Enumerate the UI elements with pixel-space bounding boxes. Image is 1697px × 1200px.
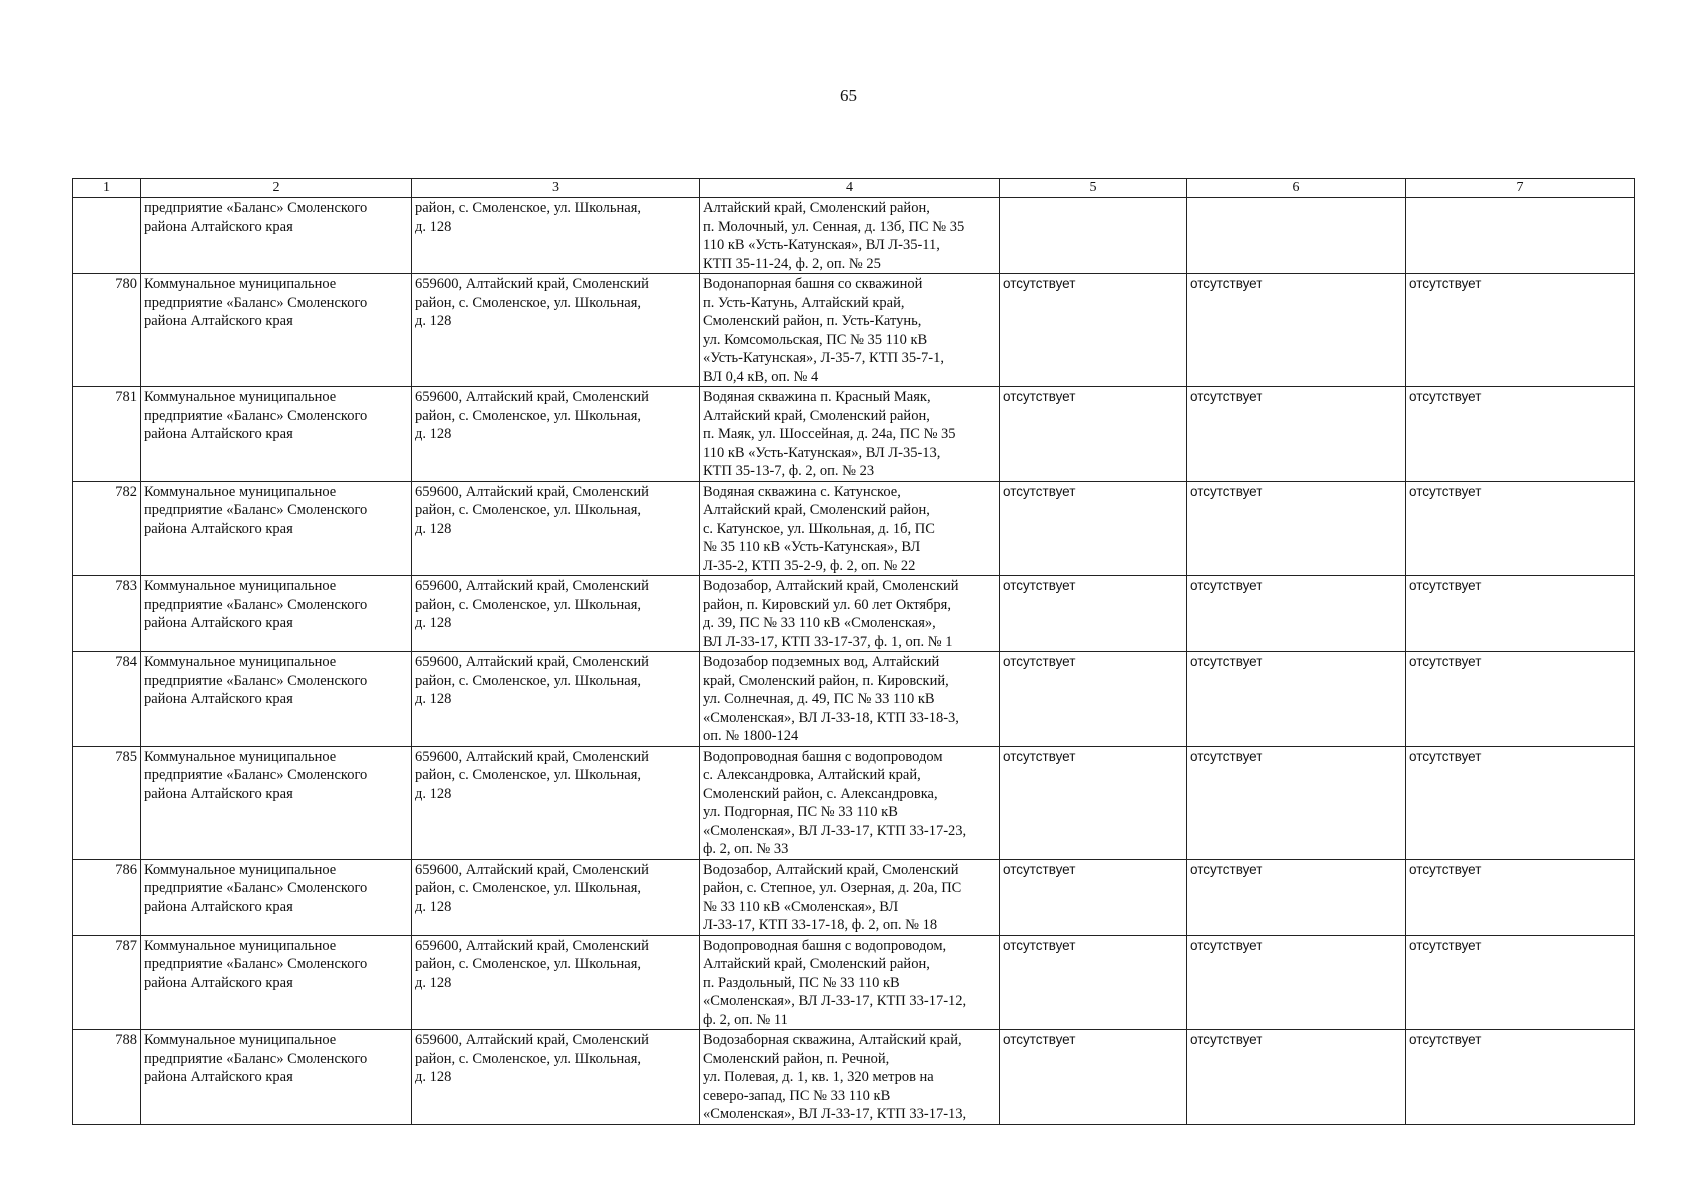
column-number-row: [73, 179, 1635, 198]
row-number-cell-text: 788: [115, 1032, 137, 1048]
column-6-cell: [1187, 1030, 1406, 1125]
address-cell-text: 659600, Алтайский край, Смоленский район, с. Смоленское, ул. Школьная, д. 128: [415, 1032, 649, 1085]
owner-cell-text: Коммунальное муниципальное предприятие «Баланс» Смоленского района Алтайского края: [144, 748, 368, 802]
column-5-cell: [1000, 746, 1187, 859]
column-7-cell: [1406, 576, 1635, 652]
row-number-cell: [73, 1030, 141, 1125]
table-row: [73, 746, 1635, 859]
column-6-cell: [1187, 481, 1406, 576]
table-row: [73, 387, 1635, 482]
row-number-cell: [73, 859, 141, 935]
column-7-cell: [1406, 1030, 1635, 1125]
address-cell-text: 659600, Алтайский край, Смоленский район, с. Смоленское, ул. Школьная, д. 128: [415, 389, 649, 442]
column-header: 5: [1000, 179, 1187, 198]
address-cell-text: 659600, Алтайский край, Смоленский район, с. Смоленское, ул. Школьная, д. 128: [415, 937, 649, 991]
table-row: [73, 274, 1635, 387]
table-row: [73, 652, 1635, 747]
object-cell: [700, 1030, 1000, 1125]
column-5-cell: [1000, 198, 1187, 274]
object-cell: [700, 576, 1000, 652]
object-cell: [700, 198, 1000, 274]
owner-cell-text: предприятие «Баланс» Смоленского района Алтайского края: [144, 200, 368, 235]
row-number-cell: [73, 935, 141, 1030]
column-6-cell: [1187, 576, 1406, 652]
object-cell: [700, 935, 1000, 1030]
column-5-cell-text: отсутствует: [1003, 276, 1076, 291]
column-6-cell-text: отсутствует: [1190, 861, 1263, 877]
column-5-cell: [1000, 481, 1187, 576]
column-6-cell-text: отсутствует: [1190, 276, 1263, 291]
object-cell-text: Алтайский край, Смоленский район, п. Молочный, ул. Сенная, д. 13б, ПС № 35 110 кВ «Усть-Катунская», ВЛ Л-35-11, КТП 35-11-24, ф. 2, оп. № 25: [703, 200, 965, 272]
address-cell: [412, 481, 700, 576]
column-6-cell-text: отсутствует: [1190, 483, 1263, 499]
column-7-cell-text: отсутствует: [1409, 1032, 1482, 1047]
owner-cell: [141, 859, 412, 935]
table-row: [73, 1030, 1635, 1125]
column-6-cell-text: отсутствует: [1190, 937, 1263, 953]
column-header: 7: [1406, 179, 1635, 198]
column-6-cell: [1187, 652, 1406, 747]
column-7-cell: [1406, 481, 1635, 576]
column-7-cell: [1406, 859, 1635, 935]
row-number-cell: [73, 481, 141, 576]
row-number-cell: [73, 198, 141, 274]
table-row: [73, 935, 1635, 1030]
column-6-cell: [1187, 274, 1406, 387]
object-cell: [700, 481, 1000, 576]
object-cell: [700, 652, 1000, 747]
row-number-cell: [73, 387, 141, 482]
owner-cell-text: Коммунальное муниципальное предприятие «Баланс» Смоленского района Алтайского края: [144, 276, 368, 329]
owner-cell: [141, 274, 412, 387]
address-cell: [412, 859, 700, 935]
object-cell-text: Водопроводная башня с водопроводом с. Александровка, Алтайский край, Смоленский район, с. Александровка, ул. Подгорная, ПС № 33 110 кВ «Смоленская», ВЛ Л-33-17, КТП 33-17-23, ф. 2, оп. № 33: [703, 748, 967, 857]
owner-cell-text: Коммунальное муниципальное предприятие «Баланс» Смоленского района Алтайского края: [144, 578, 368, 631]
address-cell-text: 659600, Алтайский край, Смоленский район, с. Смоленское, ул. Школьная, д. 128: [415, 748, 649, 802]
owner-cell: [141, 387, 412, 482]
owner-cell-text: Коммунальное муниципальное предприятие «Баланс» Смоленского района Алтайского края: [144, 937, 368, 991]
column-6-cell-text: отсутствует: [1190, 1032, 1263, 1047]
address-cell-text: 659600, Алтайский край, Смоленский район, с. Смоленское, ул. Школьная, д. 128: [415, 483, 649, 537]
column-5-cell: [1000, 935, 1187, 1030]
row-number-cell: [73, 746, 141, 859]
row-number-cell: [73, 576, 141, 652]
owner-cell-text: Коммунальное муниципальное предприятие «Баланс» Смоленского района Алтайского края: [144, 483, 368, 537]
row-number-cell-text: 780: [115, 276, 137, 292]
object-cell: [700, 746, 1000, 859]
column-7-cell-text: отсутствует: [1409, 276, 1482, 291]
column-6-cell-text: отсутствует: [1190, 389, 1263, 404]
owner-cell-text: Коммунальное муниципальное предприятие «Баланс» Смоленского района Алтайского края: [144, 861, 368, 915]
column-header: 3: [412, 179, 700, 198]
column-header: 1: [73, 179, 141, 198]
address-cell: [412, 746, 700, 859]
object-cell-text: Водозабор, Алтайский край, Смоленский район, п. Кировский ул. 60 лет Октября, д. 39, ПС № 33 110 кВ «Смоленская», ВЛ Л-33-17, КТП 33-17-37, ф. 1, оп. № 1: [703, 578, 959, 650]
row-number-cell-text: 781: [115, 389, 137, 405]
object-cell-text: Водяная скважина с. Катунское, Алтайский край, Смоленский район, с. Катунское, ул. Школьная, д. 1б, ПС № 35 110 кВ «Усть-Катунская», ВЛ Л-35-2, КТП 35-2-9, ф. 2, оп. № 22: [703, 483, 935, 574]
column-7-cell-text: отсутствует: [1409, 578, 1482, 593]
column-5-cell-text: отсутствует: [1003, 861, 1076, 877]
object-cell: [700, 274, 1000, 387]
row-number-cell-text: 785: [115, 748, 137, 765]
table-row: [73, 576, 1635, 652]
column-5-cell: [1000, 387, 1187, 482]
column-6-cell-text: отсутствует: [1190, 578, 1263, 593]
address-cell: [412, 935, 700, 1030]
column-7-cell-text: отсутствует: [1409, 389, 1482, 404]
owner-cell-text: Коммунальное муниципальное предприятие «Баланс» Смоленского района Алтайского края: [144, 1032, 368, 1085]
address-cell: [412, 198, 700, 274]
owner-cell: [141, 652, 412, 747]
column-5-cell: [1000, 274, 1187, 387]
address-cell-text: 659600, Алтайский край, Смоленский район, с. Смоленское, ул. Школьная, д. 128: [415, 654, 649, 707]
column-6-cell: [1187, 859, 1406, 935]
object-cell-text: Водозабор подземных вод, Алтайский край, Смоленский район, п. Кировский, ул. Солнечная, д. 49, ПС № 33 110 кВ «Смоленская», ВЛ Л-33-18, КТП 33-18-3, оп. № 1800-124: [703, 654, 959, 744]
row-number-cell-text: 782: [115, 483, 137, 500]
column-7-cell: [1406, 198, 1635, 274]
address-cell: [412, 1030, 700, 1125]
column-5-cell-text: отсутствует: [1003, 389, 1076, 404]
column-7-cell: [1406, 746, 1635, 859]
registry-table: [72, 178, 1635, 1125]
column-5-cell-text: отсутствует: [1003, 748, 1076, 764]
column-5-cell-text: отсутствует: [1003, 578, 1076, 593]
owner-cell: [141, 746, 412, 859]
object-cell: [700, 859, 1000, 935]
column-5-cell-text: отсутствует: [1003, 654, 1076, 669]
column-5-cell: [1000, 652, 1187, 747]
column-6-cell-text: отсутствует: [1190, 654, 1263, 669]
address-cell: [412, 274, 700, 387]
column-7-cell-text: отсутствует: [1409, 654, 1482, 669]
address-cell-text: 659600, Алтайский край, Смоленский район, с. Смоленское, ул. Школьная, д. 128: [415, 861, 649, 915]
column-7-cell: [1406, 274, 1635, 387]
row-number-cell-text: 786: [115, 861, 137, 878]
owner-cell: [141, 935, 412, 1030]
column-7-cell: [1406, 652, 1635, 747]
address-cell-text: 659600, Алтайский край, Смоленский район, с. Смоленское, ул. Школьная, д. 128: [415, 578, 649, 631]
column-7-cell: [1406, 935, 1635, 1030]
column-7-cell-text: отсутствует: [1409, 748, 1482, 764]
column-5-cell-text: отсутствует: [1003, 1032, 1076, 1047]
column-6-cell-text: отсутствует: [1190, 748, 1263, 764]
object-cell-text: Водозабор, Алтайский край, Смоленский район, с. Степное, ул. Озерная, д. 20а, ПС № 33 110 кВ «Смоленская», ВЛ Л-33-17, КТП 33-17-18, ф. 2, оп. № 18: [703, 861, 962, 933]
address-cell-text: район, с. Смоленское, ул. Школьная, д. 128: [415, 200, 642, 235]
owner-cell-text: Коммунальное муниципальное предприятие «Баланс» Смоленского района Алтайского края: [144, 654, 368, 707]
column-6-cell: [1187, 198, 1406, 274]
row-number-cell-text: 787: [115, 937, 137, 954]
row-number-cell: [73, 274, 141, 387]
address-cell: [412, 576, 700, 652]
object-cell-text: Водозаборная скважина, Алтайский край, Смоленский район, п. Речной, ул. Полевая, д. 1, кв. 1, 320 метров на северо-запад, ПС № 33 110 кВ «Смоленская», ВЛ Л-33-17, КТП 33-17-13,: [703, 1032, 967, 1122]
object-cell-text: Водяная скважина п. Красный Маяк, Алтайский край, Смоленский район, п. Маяк, ул. Шоссейная, д. 24а, ПС № 35 110 кВ «Усть-Катунская», ВЛ Л-35-13, КТП 35-13-7, ф. 2, оп. № 23: [703, 389, 956, 479]
column-7-cell-text: отсутствует: [1409, 483, 1482, 499]
row-number-cell-text: 783: [115, 578, 137, 594]
column-5-cell-text: отсутствует: [1003, 483, 1076, 499]
owner-cell: [141, 198, 412, 274]
row-number-cell-text: 784: [115, 654, 137, 670]
column-6-cell: [1187, 746, 1406, 859]
address-cell: [412, 652, 700, 747]
owner-cell: [141, 576, 412, 652]
column-7-cell-text: отсутствует: [1409, 861, 1482, 877]
table-body: [73, 198, 1635, 1125]
owner-cell-text: Коммунальное муниципальное предприятие «Баланс» Смоленского района Алтайского края: [144, 389, 368, 442]
column-header: 4: [700, 179, 1000, 198]
column-6-cell: [1187, 387, 1406, 482]
column-5-cell: [1000, 1030, 1187, 1125]
owner-cell: [141, 481, 412, 576]
column-5-cell: [1000, 859, 1187, 935]
column-header: 6: [1187, 179, 1406, 198]
page-number: 65: [840, 86, 857, 105]
column-7-cell-text: отсутствует: [1409, 937, 1482, 953]
table-row: [73, 198, 1635, 274]
owner-cell: [141, 1030, 412, 1125]
address-cell: [412, 387, 700, 482]
column-header: 2: [141, 179, 412, 198]
row-number-cell: [73, 652, 141, 747]
address-cell-text: 659600, Алтайский край, Смоленский район, с. Смоленское, ул. Школьная, д. 128: [415, 276, 649, 329]
object-cell: [700, 387, 1000, 482]
column-5-cell: [1000, 576, 1187, 652]
table-row: [73, 859, 1635, 935]
object-cell-text: Водопроводная башня с водопроводом, Алтайский край, Смоленский район, п. Раздольный, ПС № 33 110 кВ «Смоленская», ВЛ Л-33-17, КТП 33-17-12, ф. 2, оп. № 11: [703, 937, 967, 1028]
column-7-cell: [1406, 387, 1635, 482]
column-6-cell: [1187, 935, 1406, 1030]
object-cell-text: Водонапорная башня со скважиной п. Усть-Катунь, Алтайский край, Смоленский район, п. Усть-Катунь, ул. Комсомольская, ПС № 35 110 кВ «Усть-Катунская», Л-35-7, КТП 35-7-1, ВЛ 0,4 кВ, оп. № 4: [703, 276, 944, 385]
table-row: [73, 481, 1635, 576]
column-5-cell-text: отсутствует: [1003, 937, 1076, 953]
